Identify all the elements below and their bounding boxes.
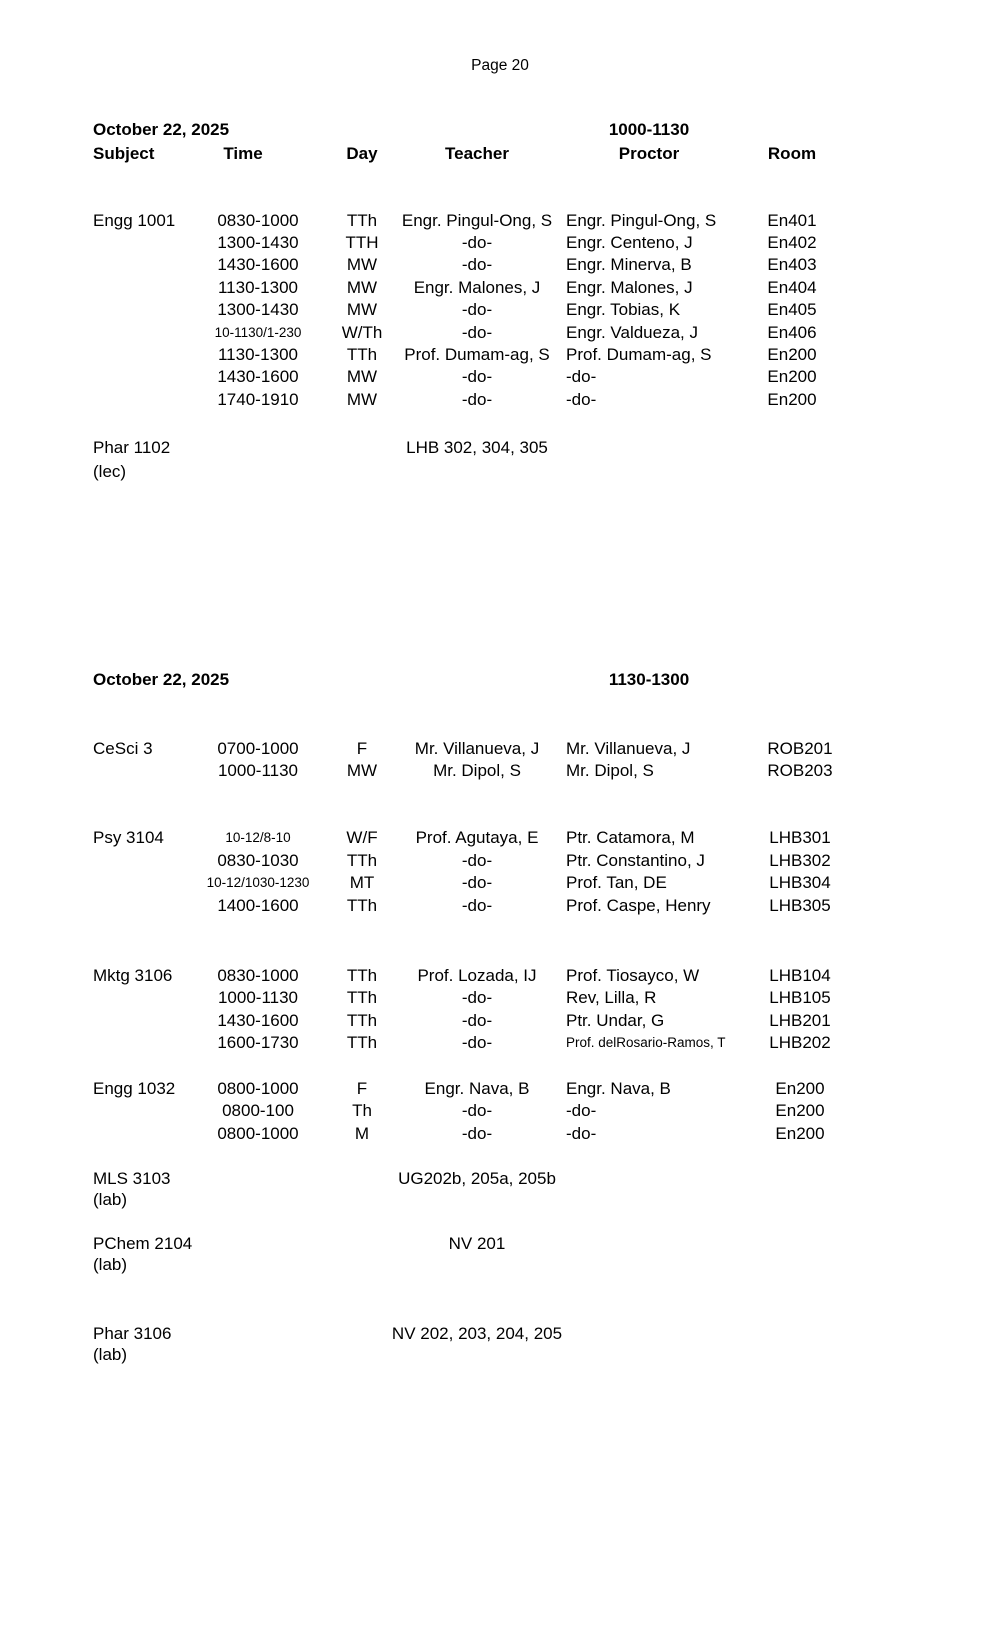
column-header-time: Time: [223, 144, 263, 163]
teacher-cell: -do-: [461, 988, 493, 1008]
day-cell: MW: [346, 761, 378, 781]
schedule-row: [0, 1100, 1000, 1122]
proctor-cell: Prof. Dumam-ag, S: [566, 344, 712, 364]
schedule-row: [0, 1032, 1000, 1054]
room-cell: LHB302: [769, 850, 831, 870]
room-cell: En200: [775, 1079, 825, 1098]
day-cell: TTh: [346, 988, 378, 1008]
lab-rooms-cell: UG202b, 205a, 205b: [398, 1169, 556, 1188]
teacher-cell: Mr. Dipol, S: [433, 761, 521, 781]
schedule-row: [0, 895, 1000, 917]
lab-group-row: [0, 1323, 1000, 1345]
time-cell: 10-12/8-10: [225, 830, 291, 846]
teacher-cell: -do-: [461, 232, 493, 252]
room-cell: LHB202: [769, 1033, 831, 1053]
day-cell: MW: [346, 255, 378, 275]
schedule-row: [0, 738, 1000, 760]
subject-note: (lec): [93, 461, 127, 481]
day-cell: M: [354, 1123, 370, 1143]
time-cell: 0830-1000: [217, 210, 299, 230]
proctor-cell: Prof. Tan, DE: [566, 873, 667, 893]
teacher-cell: Engr. Pingul-Ong, S: [401, 210, 553, 230]
proctor-cell: Prof. Tiosayco, W: [566, 966, 700, 985]
schedule-row: [0, 210, 1000, 232]
subject-note: (lab): [93, 1255, 128, 1274]
schedule-row: [0, 366, 1000, 388]
teacher-cell: -do-: [461, 850, 493, 870]
room-cell: ROB203: [767, 761, 833, 781]
lab-group-row: [0, 1233, 1000, 1255]
schedule-row: [0, 277, 1000, 299]
proctor-cell: Ptr. Undar, G: [566, 1010, 665, 1030]
room-cell: En404: [767, 277, 817, 297]
column-header-row: [0, 143, 1000, 165]
day-cell: TTh: [346, 344, 378, 364]
time-slot-label: 1130-1300: [608, 670, 690, 689]
day-cell: Th: [352, 1101, 372, 1121]
teacher-cell: -do-: [461, 367, 493, 387]
teacher-cell: Prof. Lozada, IJ: [417, 966, 537, 985]
teacher-cell: -do-: [461, 300, 493, 320]
day-cell: TTh: [346, 850, 378, 870]
column-header-day: Day: [346, 144, 378, 163]
time-cell: 0800-1000: [217, 1079, 299, 1098]
schedule-row: [0, 850, 1000, 872]
day-cell: MT: [349, 873, 375, 893]
subject-label: Phar 1102: [93, 437, 171, 457]
day-cell: TTh: [346, 1010, 378, 1030]
day-cell: MW: [346, 389, 378, 409]
date-label: October 22, 2025: [93, 120, 230, 139]
proctor-cell: -do-: [566, 1123, 597, 1143]
room-cell: En200: [767, 344, 817, 364]
day-cell: TTh: [346, 1033, 378, 1053]
teacher-cell: Engr. Nava, B: [424, 1079, 530, 1098]
time-cell: 1430-1600: [217, 367, 299, 387]
time-cell: 10-1130/1-230: [214, 324, 302, 340]
teacher-cell: -do-: [461, 1101, 493, 1121]
subject-label: CeSci 3: [93, 739, 153, 758]
lab-group-note-row: [0, 1254, 1000, 1276]
time-cell: 0800-100: [222, 1101, 294, 1121]
room-cell: LHB301: [769, 828, 831, 848]
schedule-row: [0, 827, 1000, 849]
room-cell: En200: [767, 389, 817, 409]
time-cell: 0800-1000: [217, 1123, 299, 1143]
room-cell: LHB104: [769, 966, 831, 985]
schedule-row: [0, 322, 1000, 344]
room-cell: En405: [767, 300, 817, 320]
teacher-cell: Prof. Agutaya, E: [415, 828, 539, 848]
column-header-teacher: Teacher: [445, 144, 509, 163]
room-cell: LHB105: [769, 988, 831, 1008]
day-cell: W/F: [346, 828, 378, 848]
day-cell: TTh: [346, 895, 378, 915]
schedule-row: [0, 344, 1000, 366]
schedule-row: [0, 299, 1000, 321]
page-number: Page 20: [471, 57, 529, 74]
time-cell: 1130-1300: [217, 277, 299, 297]
subject-label: Psy 3104: [93, 828, 164, 848]
proctor-cell: Ptr. Constantino, J: [566, 850, 705, 870]
column-header-room: Room: [767, 144, 817, 163]
time-cell: 0830-1030: [217, 850, 299, 870]
room-cell: En200: [775, 1123, 825, 1143]
proctor-cell: Engr. Valdueza, J: [566, 322, 698, 342]
day-cell: TTh: [346, 210, 378, 230]
day-cell: TTh: [346, 966, 378, 985]
room-cell: ROB201: [767, 739, 833, 758]
proctor-cell: Ptr. Catamora, M: [566, 828, 695, 848]
teacher-cell: -do-: [461, 1123, 493, 1143]
teacher-cell: -do-: [461, 389, 493, 409]
room-cell: En402: [767, 232, 817, 252]
day-cell: TTH: [345, 232, 379, 252]
time-cell: 1600-1730: [217, 1033, 299, 1053]
proctor-cell: Mr. Dipol, S: [566, 761, 654, 781]
schedule-row: [0, 760, 1000, 782]
room-cell: En406: [767, 322, 817, 342]
day-cell: W/Th: [341, 322, 383, 342]
proctor-cell: Prof. Caspe, Henry: [566, 895, 711, 915]
time-cell: 1400-1600: [217, 895, 299, 915]
room-cell: En200: [767, 367, 817, 387]
subject-label: PChem 2104: [93, 1234, 193, 1253]
time-cell: 1000-1130: [217, 761, 299, 781]
room-cell: En403: [767, 255, 817, 275]
proctor-cell: Engr. Centeno, J: [566, 232, 693, 252]
lab-group-row: [0, 1168, 1000, 1190]
proctor-cell: Engr. Malones, J: [566, 277, 693, 297]
room-cell: LHB304: [769, 873, 831, 893]
column-header-subject: Subject: [93, 144, 155, 163]
time-cell: 1300-1430: [217, 232, 299, 252]
proctor-cell: Engr. Minerva, B: [566, 255, 692, 275]
section-header-row: [0, 119, 1000, 141]
time-cell: 1430-1600: [217, 255, 299, 275]
teacher-cell: Mr. Villanueva, J: [414, 739, 540, 758]
proctor-cell: -do-: [566, 367, 597, 387]
subject-note: (lab): [93, 1190, 128, 1209]
teacher-cell: Engr. Malones, J: [413, 277, 541, 297]
time-cell: 1000-1130: [217, 988, 299, 1008]
teacher-cell: Prof. Dumam-ag, S: [404, 344, 550, 364]
schedule-row: [0, 1078, 1000, 1100]
room-cell: En200: [775, 1101, 825, 1121]
lab-group-row: [0, 437, 1000, 459]
subject-label: Phar 3106: [93, 1324, 172, 1343]
proctor-cell: -do-: [566, 1101, 597, 1121]
teacher-cell: -do-: [461, 322, 493, 342]
schedule-row: [0, 1010, 1000, 1032]
column-header-proctor: Proctor: [618, 144, 680, 163]
schedule-row: [0, 965, 1000, 987]
teacher-cell: -do-: [461, 255, 493, 275]
day-cell: MW: [346, 277, 378, 297]
proctor-cell: Engr. Nava, B: [566, 1079, 671, 1098]
teacher-cell: -do-: [461, 873, 493, 893]
proctor-cell: -do-: [566, 389, 597, 409]
proctor-cell: Rev, Lilla, R: [566, 988, 657, 1008]
lab-group-note-row: [0, 1189, 1000, 1211]
lab-group-note-row: [0, 1344, 1000, 1366]
room-cell: LHB305: [769, 895, 831, 915]
section-header-row: [0, 669, 1000, 691]
subject-note: (lab): [93, 1345, 128, 1364]
time-cell: 0700-1000: [217, 739, 299, 758]
time-cell: 10-12/1030-1230: [206, 875, 310, 891]
room-cell: LHB201: [769, 1010, 831, 1030]
time-cell: 1740-1910: [217, 389, 299, 409]
time-cell: 1130-1300: [217, 344, 299, 364]
time-slot-label: 1000-1130: [608, 120, 690, 139]
day-cell: MW: [346, 367, 378, 387]
lab-group-note-row: [0, 461, 1000, 483]
schedule-row: [0, 389, 1000, 411]
subject-label: MLS 3103: [93, 1169, 171, 1188]
teacher-cell: -do-: [461, 895, 493, 915]
lab-rooms-cell: NV 201: [448, 1234, 506, 1253]
date-label: October 22, 2025: [93, 670, 230, 689]
day-cell: F: [356, 1079, 368, 1098]
day-cell: F: [356, 739, 368, 758]
teacher-cell: -do-: [461, 1033, 493, 1053]
subject-label: Engg 1001: [93, 210, 176, 230]
subject-label: Engg 1032: [93, 1079, 176, 1098]
time-cell: 0830-1000: [217, 966, 299, 985]
schedule-row: [0, 232, 1000, 254]
proctor-cell: Engr. Tobias, K: [566, 300, 681, 320]
schedule-row: [0, 1123, 1000, 1145]
schedule-row: [0, 987, 1000, 1009]
lab-rooms-cell: LHB 302, 304, 305: [406, 437, 548, 457]
proctor-cell: Mr. Villanueva, J: [566, 739, 691, 758]
schedule-row: [0, 254, 1000, 276]
subject-label: Mktg 3106: [93, 966, 173, 985]
room-cell: En401: [767, 210, 817, 230]
teacher-cell: -do-: [461, 1010, 493, 1030]
lab-rooms-cell: NV 202, 203, 204, 205: [391, 1324, 563, 1343]
day-cell: MW: [346, 300, 378, 320]
proctor-cell: Prof. delRosario-Ramos, T: [566, 1035, 726, 1051]
time-cell: 1300-1430: [217, 300, 299, 320]
schedule-row: [0, 872, 1000, 894]
proctor-cell: Engr. Pingul-Ong, S: [566, 210, 717, 230]
time-cell: 1430-1600: [217, 1010, 299, 1030]
